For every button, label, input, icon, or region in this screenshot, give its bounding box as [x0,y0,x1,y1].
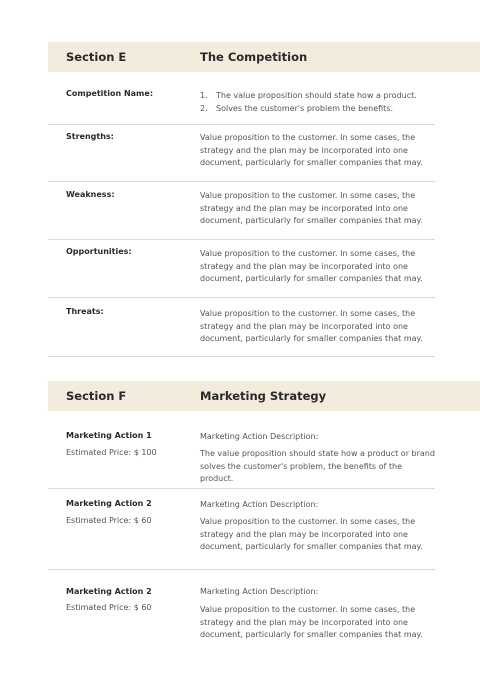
threats-label: Threats: [66,307,104,316]
section-f-label: Section F [66,389,127,403]
threats-text: Value proposition to the customer. In some cases, the strategy and the plan may be incorporated into one document, particularly for smaller companies that may. [200,309,423,343]
threats-row [48,297,435,357]
estimated-price: Estimated Price: $ 60 [66,516,152,525]
marketing-action-name: Marketing Action 2 [66,587,152,596]
strengths-text: Value proposition to the customer. In some cases, the strategy and the plan may be incorporated into one document, particularly for smaller companies that may. [200,133,423,167]
weakness-row [48,181,435,240]
section-e-label: Section E [66,50,127,64]
marketing-action-name: Marketing Action 2 [66,499,152,508]
competition-name-row [48,72,435,125]
list-item: 1. The value proposition should state how a product. [200,91,417,100]
description-label: Marketing Action Description: [200,500,319,509]
opportunities-row [48,239,435,298]
strengths-label: Strengths: [66,132,114,141]
competition-name-list [200,90,435,115]
strengths-row [48,124,435,182]
description-label: Marketing Action Description: [200,432,319,441]
section-e-header [48,42,480,72]
competition-name-label: Competition Name: [66,89,154,98]
section-f-title: Marketing Strategy [200,389,327,403]
opportunities-text: Value proposition to the customer. In some cases, the strategy and the plan may be incorporated into one document, particularly for smaller companies that may. [200,249,423,283]
description-text: Value proposition to the customer. In some cases, the strategy and the plan may be incorporated into one document, particularly for smaller companies that may. [200,517,423,551]
estimated-price: Estimated Price: $ 100 [66,448,157,457]
marketing-action-row [48,488,435,570]
weakness-text: Value proposition to the customer. In some cases, the strategy and the plan may be incorporated into one document, particularly for smaller companies that may. [200,191,423,225]
weakness-label: Weakness: [66,190,115,199]
marketing-action-row [48,569,435,649]
description-text: The value proposition should state how a product or brand solves the customer's problem, the benefits of the product. [200,449,435,483]
section-e-title: The Competition [200,50,308,64]
marketing-action-row [48,411,435,489]
description-label: Marketing Action Description: [200,587,319,596]
opportunities-label: Opportunities: [66,247,132,256]
marketing-action-name: Marketing Action 1 [66,431,152,440]
estimated-price: Estimated Price: $ 60 [66,603,152,612]
description-text: Value proposition to the customer. In some cases, the strategy and the plan may be incorporated into one document, particularly for smaller companies that may. [200,605,423,639]
section-f-header [48,381,480,411]
list-item: 2. Solves the customer's problem the benefits. [200,103,394,113]
